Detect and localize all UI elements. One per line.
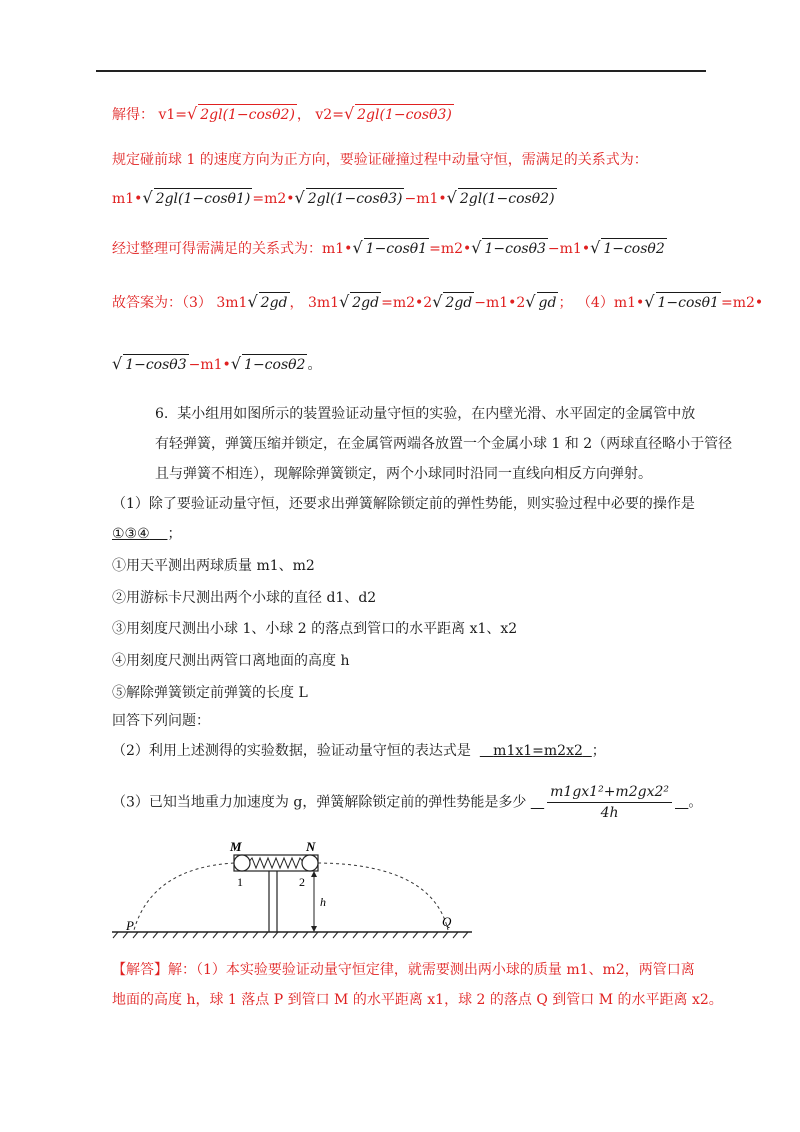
problem-para-1: 6. 某小组用如图所示的装置验证动量守恒的实验，在内壁光滑、水平固定的金属管中放: [155, 406, 696, 422]
answer-line-1: 【解答】解：（1）本实验要验证动量守恒定律，就需要测出两小球的质量 m1、m2，两管口离: [112, 962, 695, 978]
trajectory-left: [134, 863, 234, 930]
solution-line-1: 解得： v1=√ 2gl(1−cosθ2) ， v2=√ 2gl(1−cosθ3): [112, 104, 452, 123]
solution-line-2: 规定碰前球 1 的速度方向为正方向，要验证碰撞过程中动量守恒，需满足的关系式为：: [112, 152, 648, 168]
label-h: h: [320, 895, 326, 909]
solution-line-5: 故答案为：（3） 3m1√ 2gd ， 3m1√ 2gd =m2•2√ 2gd −m1•2√ gd ； （4）m1•√ 1−cosθ1 =m2•: [112, 292, 764, 311]
label-P: P: [126, 918, 134, 933]
question-1: （1）除了要验证动量守恒，还要求出弹簧解除锁定前的弹性势能，则实验过程中必要的操作是: [112, 496, 695, 512]
experiment-diagram: [112, 836, 492, 946]
ball-1: [234, 855, 250, 871]
energy-fraction: $\frac{\text{m1gx1²+m2gx2²}}{4h}$: [547, 782, 672, 823]
ground-hatch: [113, 932, 468, 938]
answer-line-2: 地面的高度 h，球 1 落点 P 到管口 M 的水平距离 x1，球 2 的落点 Q 到管口 M 的水平距离 x2。: [112, 992, 723, 1008]
question-2: （2）利用上述测得的实验数据，验证动量守恒的表达式是 m1x1=m2x2 ；: [112, 743, 606, 759]
label-Q: Q: [442, 914, 452, 929]
label-2: 2: [299, 875, 305, 889]
problem-para-3: 且与弹簧不相连），现解除弹簧锁定，两个小球同时沿同一直线向相反方向弹射。: [155, 466, 652, 482]
trajectory-right: [318, 863, 448, 930]
problem-para-2: 有轻弹簧，弹簧压缩并锁定，在金属管两端各放置一个金属小球 1 和 2（两球直径略小于管径: [155, 436, 733, 452]
solution-line-3: m1•√ 2gl(1−cosθ1) =m2•√ 2gl(1−cosθ3) −m1•√ 2gl(1−cosθ2): [112, 188, 555, 207]
option-2: ②用游标卡尺测出两个小球的直径 d1、d2: [112, 590, 377, 606]
ball-2: [302, 855, 318, 871]
option-3: ③用刻度尺测出小球 1、小球 2 的落点到管口的水平距离 x1、x2: [112, 621, 518, 637]
option-1: ①用天平测出两球质量 m1、m2: [112, 558, 315, 574]
label-M: M: [230, 839, 242, 854]
solution-line-6: √ 1−cosθ3 −m1•√ 1−cosθ2 。: [112, 354, 322, 373]
option-4: ④用刻度尺测出两管口离地面的高度 h: [112, 653, 350, 669]
option-5: ⑤解除弹簧锁定前弹簧的长度 L: [112, 685, 308, 701]
question-3: （3）已知当地重力加速度为 g，弹簧解除锁定前的弹性势能是多少 $\frac{\text{m1gx1²+m2gx2²}}{4h}$ 。: [112, 784, 703, 821]
label-1: 1: [237, 875, 243, 889]
header-rule: [96, 70, 706, 72]
question-1-answer: ①③④ ；: [112, 526, 182, 542]
answer-prompt: 回答下列问题：: [112, 713, 210, 729]
label-N: N: [306, 839, 316, 854]
solution-line-4: 经过整理可得需满足的关系式为：m1•√ 1−cosθ1 =m2•√ 1−cosθ3 −m1•√ 1−cosθ2: [112, 238, 665, 257]
